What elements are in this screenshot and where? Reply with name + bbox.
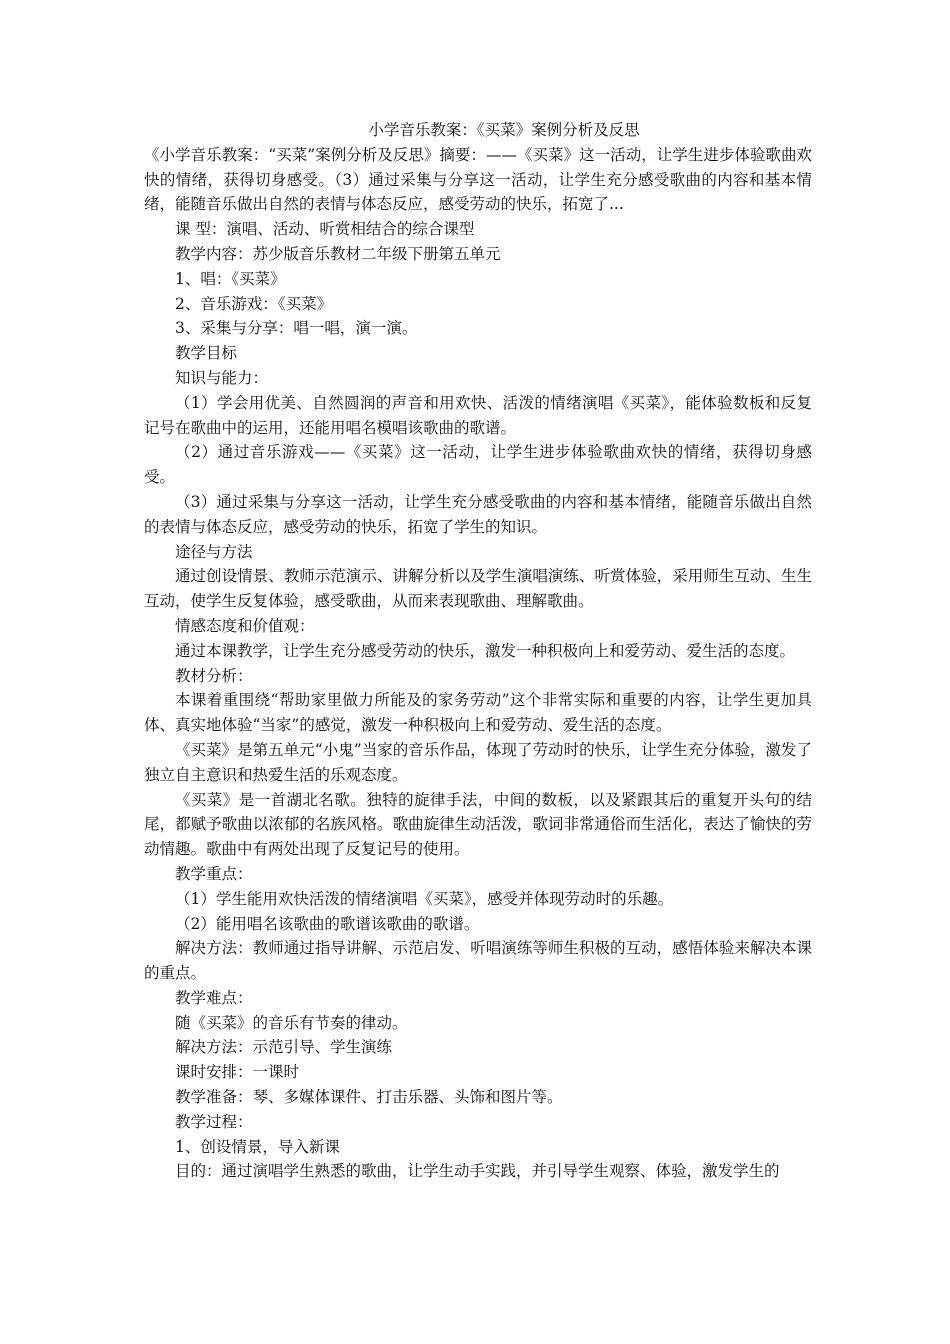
paragraph: 通过本课教学，让学生充分感受劳动的快乐，激发一种积极向上和爱劳动、爱生活的态度。 [175,641,796,660]
paragraph: 目的：通过演唱学生熟悉的歌曲，让学生动手实践，并引导学生观察、体验，激发学生的 [175,1162,780,1181]
abstract-paragraph: 《小学音乐教案：“买菜”案例分析及反思》摘要：——《买菜》这一活动，让学生进步体验歌曲欢快的情绪，获得切身感受。（3）通过采集与分享这一活动，让学生充分感受歌曲的内容和基本情绪，能随音乐做出自然的表情与体态反应，感受劳动的快乐，拓宽了... [144,145,812,214]
paragraph: 通过创设情景、教师示范演示、讲解分析以及学生演唱演练、听赏体验，采用师生互动、生生互动，使学生反复体验，感受歌曲，从而来表现歌曲、理解歌曲。 [144,567,812,611]
paragraph: （1）学会用优美、自然圆润的声音和用欢快、活泼的情绪演唱《买菜》，能体验数板和反复记号在歌曲中的运用，还能用唱名模唱该歌曲的歌谱。 [144,393,812,437]
document-body [144,217,812,1184]
section-heading: 知识与能力： [175,368,269,387]
paragraph: 课 型：演唱、活动、听赏相结合的综合课型 [175,220,475,239]
paragraph: 解决方法：示范引导、学生演练 [175,1038,393,1057]
paragraph: 随《买菜》的音乐有节奏的律动。 [175,1013,408,1032]
paragraph: 《买菜》是一首湖北名歌。独特的旋律手法，中间的数板，以及紧跟其后的重复开头句的结尾，都赋予歌曲以浓郁的名族风格。歌曲旋律生动活泼，歌词非常通俗而生活化，表达了愉快的劳动情趣。歌曲中有两处出现了反复记号的使用。 [144,790,812,859]
section-heading: 情感态度和价值观： [175,616,315,635]
section-heading: 教学目标 [175,344,238,363]
paragraph: 《买菜》是第五单元“小鬼”当家的音乐作品，体现了劳动时的快乐，让学生充分体验，激发了独立自主意识和热爱生活的乐观态度。 [144,740,812,784]
document-title: 小学音乐教案：《买菜》案例分析及反思 [368,121,640,139]
paragraph: 教学准备：琴、多媒体课件、打击乐器、头饰和图片等。 [175,1088,563,1107]
paragraph: （1）学生能用欢快活泼的情绪演唱《买菜》，感受并体现劳动时的乐趣。 [175,889,674,908]
paragraph: （2）能用唱名该歌曲的歌谱该歌曲的歌谱。 [175,914,480,933]
paragraph: 3、采集与分享：唱一唱，演一演。 [175,319,418,338]
paragraph: 本课着重围绕“帮助家里做力所能及的家务劳动”这个非常实际和重要的内容，让学生更加具体、真实地体验“当家”的感觉，激发一种积极向上和爱劳动、爱生活的态度。 [144,691,812,735]
paragraph: （2）通过音乐游戏——《买菜》这一活动，让学生进步体验歌曲欢快的情绪，获得切身感受。 [144,443,812,487]
paragraph: 解决方法：教师通过指导讲解、示范启发、听唱演练等师生积极的互动，感悟体验来解决本课的重点。 [144,939,812,983]
section-heading: 教学难点： [175,988,253,1007]
paragraph: 教学内容：苏少版音乐教材二年级下册第五单元 [175,244,501,263]
paragraph: 课时安排：一课时 [175,1063,300,1082]
section-heading: 教学重点： [175,864,253,883]
section-heading: 教学过程： [175,1112,253,1131]
section-heading: 教材分析： [175,666,253,685]
paragraph: 2、音乐游戏：《买菜》 [175,294,333,313]
paragraph: 1、创设情景，导入新课 [175,1137,340,1156]
paragraph: 1、唱：《买菜》 [175,269,286,288]
section-heading: 途径与方法 [175,542,253,561]
paragraph: （3）通过采集与分享这一活动，让学生充分感受歌曲的内容和基本情绪，能随音乐做出自然的表情与体态反应，感受劳动的快乐，拓宽了学生的知识。 [144,492,812,536]
document-page [144,118,812,1184]
